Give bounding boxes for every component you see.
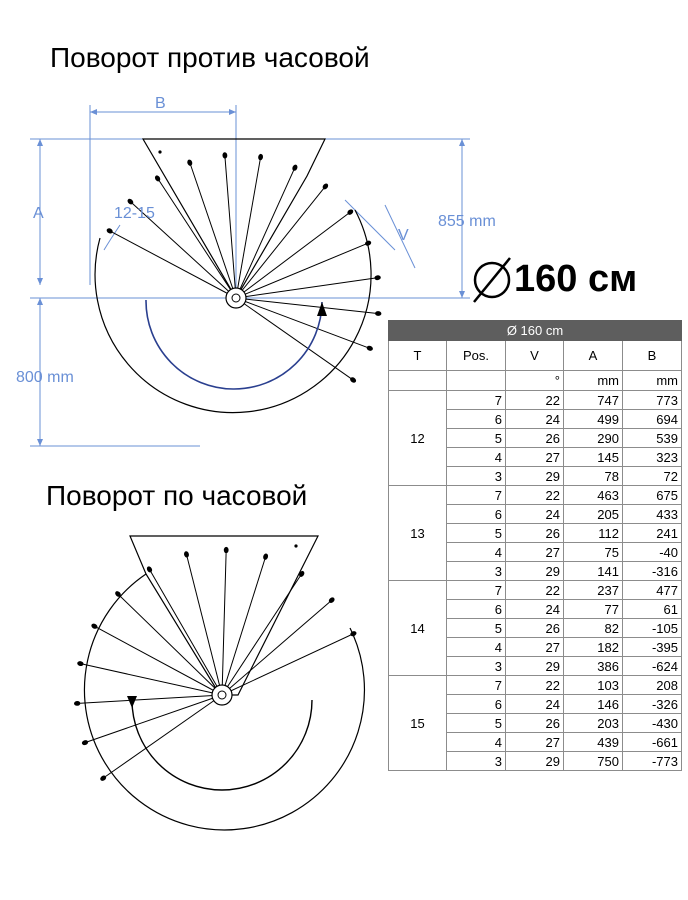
- cell-pos: 7: [447, 581, 506, 600]
- tread-line: [159, 181, 236, 298]
- tread-line: [83, 664, 222, 695]
- cell-v: 26: [506, 524, 564, 543]
- cell-a: 145: [564, 448, 623, 467]
- bolt: [291, 164, 298, 172]
- cell-pos: 7: [447, 676, 506, 695]
- dim-steps-label: 12-15: [114, 205, 155, 222]
- tread-line: [222, 553, 226, 695]
- cell-v: 22: [506, 391, 564, 410]
- cell-pos: 4: [447, 733, 506, 752]
- cell-b: -316: [623, 562, 682, 581]
- cell-v: 29: [506, 752, 564, 771]
- bolt: [374, 275, 381, 281]
- bolt: [154, 174, 162, 182]
- cell-pos: 5: [447, 429, 506, 448]
- tread-line: [187, 557, 222, 695]
- cell-v: 22: [506, 486, 564, 505]
- bolt: [349, 376, 357, 384]
- cell-pos: 7: [447, 391, 506, 410]
- cell-v: 26: [506, 619, 564, 638]
- cell-pos: 3: [447, 657, 506, 676]
- cell-pos: 7: [447, 486, 506, 505]
- column-header: T: [389, 341, 447, 371]
- cell-pos: 3: [447, 562, 506, 581]
- tread-line: [225, 158, 236, 298]
- table-columns-row: [389, 341, 682, 371]
- cell-a: 182: [564, 638, 623, 657]
- tread-line: [222, 560, 265, 695]
- table-row: [389, 676, 682, 695]
- column-header: Pos.: [447, 341, 506, 371]
- cell-v: 26: [506, 429, 564, 448]
- cell-v: 27: [506, 638, 564, 657]
- cell-a: 499: [564, 410, 623, 429]
- column-unit: °: [506, 371, 564, 391]
- cell-b: 241: [623, 524, 682, 543]
- bolt: [375, 311, 382, 316]
- bolt: [262, 553, 269, 561]
- tread-line: [120, 596, 222, 695]
- cell-pos: 3: [447, 467, 506, 486]
- step-count-cell: 14: [389, 581, 447, 676]
- cell-b: -624: [623, 657, 682, 676]
- cell-pos: 6: [447, 600, 506, 619]
- cell-b: 539: [623, 429, 682, 448]
- column-header: A: [564, 341, 623, 371]
- table-header-row: [389, 321, 682, 341]
- cell-b: -40: [623, 543, 682, 562]
- bolt: [183, 551, 189, 558]
- dim-height-lower: 800 mm: [16, 369, 74, 386]
- cell-v: 27: [506, 733, 564, 752]
- tread-line: [236, 170, 294, 298]
- cell-v: 27: [506, 543, 564, 562]
- cell-pos: 5: [447, 619, 506, 638]
- cell-b: 72: [623, 467, 682, 486]
- bolt: [106, 227, 114, 234]
- bolt: [146, 565, 153, 573]
- cell-a: 205: [564, 505, 623, 524]
- cell-pos: 4: [447, 638, 506, 657]
- tread-line: [106, 695, 222, 776]
- cell-a: 463: [564, 486, 623, 505]
- bolt: [258, 154, 264, 161]
- table-row: [389, 391, 682, 410]
- cell-a: 237: [564, 581, 623, 600]
- table-row: [389, 581, 682, 600]
- title-clockwise: Поворот по часовой: [46, 480, 308, 511]
- tread-line: [222, 602, 329, 695]
- cell-a: 203: [564, 714, 623, 733]
- table-units-row: [389, 371, 682, 391]
- cell-v: 27: [506, 448, 564, 467]
- cell-b: -430: [623, 714, 682, 733]
- bolt: [366, 345, 374, 352]
- cell-b: 477: [623, 581, 682, 600]
- cell-a: 77: [564, 600, 623, 619]
- column-unit: mm: [623, 371, 682, 391]
- tread-line: [97, 628, 222, 695]
- cell-b: 773: [623, 391, 682, 410]
- cell-v: 24: [506, 600, 564, 619]
- dim-b-label: B: [155, 95, 166, 112]
- cell-a: 386: [564, 657, 623, 676]
- tread-line: [236, 244, 365, 298]
- diameter-badge: [470, 254, 670, 310]
- cell-b: 61: [623, 600, 682, 619]
- cell-v: 26: [506, 714, 564, 733]
- step-count-cell: 13: [389, 486, 447, 581]
- cell-pos: 4: [447, 448, 506, 467]
- cell-a: 141: [564, 562, 623, 581]
- cell-b: -326: [623, 695, 682, 714]
- cell-pos: 6: [447, 410, 506, 429]
- cell-v: 22: [506, 676, 564, 695]
- column-header: V: [506, 341, 564, 371]
- title-counterclockwise: Поворот против часовой: [50, 42, 370, 73]
- step-count-cell: 12: [389, 391, 447, 486]
- step-count-cell: 15: [389, 676, 447, 771]
- cell-a: 146: [564, 695, 623, 714]
- cell-v: 24: [506, 505, 564, 524]
- cell-a: 78: [564, 467, 623, 486]
- cell-b: 675: [623, 486, 682, 505]
- bolt: [81, 739, 89, 746]
- column-unit: [447, 371, 506, 391]
- cell-a: 82: [564, 619, 623, 638]
- cell-v: 29: [506, 467, 564, 486]
- table-header: Ø 160 cm: [389, 321, 682, 341]
- cell-v: 29: [506, 562, 564, 581]
- stair-plan-clockwise: [74, 536, 365, 830]
- tread-line: [151, 572, 222, 695]
- diameter-icon: [470, 254, 514, 306]
- cell-a: 290: [564, 429, 623, 448]
- cell-b: -395: [623, 638, 682, 657]
- cell-v: 24: [506, 695, 564, 714]
- cell-b: 208: [623, 676, 682, 695]
- bolt: [186, 159, 193, 167]
- cell-a: 747: [564, 391, 623, 410]
- bolt: [90, 623, 98, 630]
- cell-v: 22: [506, 581, 564, 600]
- column-header: B: [623, 341, 682, 371]
- cell-b: 694: [623, 410, 682, 429]
- tread-line: [236, 278, 375, 298]
- cell-b: 323: [623, 448, 682, 467]
- bolt: [74, 701, 81, 706]
- dim-a-label: A: [33, 205, 44, 222]
- diameter-label: 160 см: [514, 258, 638, 300]
- column-unit: [389, 371, 447, 391]
- column-unit: mm: [564, 371, 623, 391]
- cell-b: -661: [623, 733, 682, 752]
- tread-line: [236, 214, 348, 298]
- cell-a: 112: [564, 524, 623, 543]
- cell-b: -105: [623, 619, 682, 638]
- cell-a: 75: [564, 543, 623, 562]
- bolt: [222, 152, 227, 159]
- bolt: [364, 240, 372, 247]
- cell-v: 29: [506, 657, 564, 676]
- cell-pos: 3: [447, 752, 506, 771]
- dim-height-upper: 855 mm: [438, 213, 496, 230]
- bolt: [77, 661, 84, 667]
- cell-pos: 5: [447, 524, 506, 543]
- table-row: [389, 486, 682, 505]
- tread-line: [236, 189, 324, 298]
- bolt: [349, 630, 357, 637]
- cell-b: -773: [623, 752, 682, 771]
- bolt: [99, 774, 107, 782]
- cell-a: 750: [564, 752, 623, 771]
- cell-a: 439: [564, 733, 623, 752]
- cell-pos: 4: [447, 543, 506, 562]
- cell-pos: 5: [447, 714, 506, 733]
- bolt: [224, 547, 229, 554]
- cell-b: 433: [623, 505, 682, 524]
- dimension-table: [388, 320, 682, 771]
- cell-v: 24: [506, 410, 564, 429]
- cell-pos: 6: [447, 505, 506, 524]
- dim-v-label: V: [398, 227, 409, 244]
- cell-a: 103: [564, 676, 623, 695]
- cell-pos: 6: [447, 695, 506, 714]
